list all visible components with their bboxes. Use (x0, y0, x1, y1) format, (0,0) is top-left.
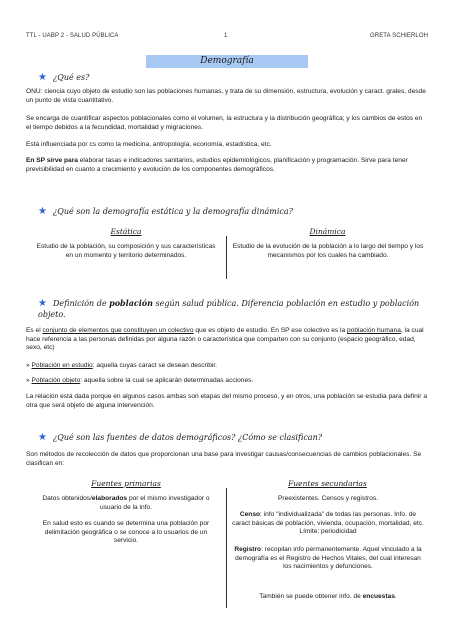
text: : aquella sobre la cual se aplicarán determinadas acciones. (80, 377, 254, 384)
text: , la cual hace referencia a las personas definidas por alguna razón o característica que comparten con su conjunto (espacio geográfico, edad, sexo, etc) (26, 327, 424, 351)
column-heading-estatica: Estática (110, 227, 142, 236)
bullet-item (26, 377, 427, 386)
column-heading-fuentes-primarias: Fuentes primarias (91, 479, 161, 488)
heading-text: ¿Qué es? (52, 73, 90, 82)
star-icon: ★ (38, 206, 47, 217)
text: . (394, 593, 397, 600)
section-heading-estatica-dinamica (38, 206, 293, 217)
column-text-censo (232, 511, 424, 537)
text: : recopilan info permanentemente. Aquel vinculado a la demografía es el Registro de Hechos Vitales, del cual interesan los nacimientos y defunciones. (235, 546, 422, 570)
column-text-dinamica: Estudio de la evolución de la población a lo largo del tiempo y los mecanismos por los cuales ha cambiado. (232, 243, 424, 259)
paragraph: Se encarga de cuantificar aspectos poblacionales como el volumen, la estructura y la distribución geográfica; y los cambios de estos en el tiempo debidos a la fecundidad, mortalidad y migraciones. (26, 115, 423, 131)
text: También se puede obtener info. de (259, 593, 363, 600)
section-heading-que-es (38, 72, 89, 83)
heading-bold-text: población (109, 298, 153, 308)
heading-text: Definición de (52, 299, 110, 308)
section-heading-fuentes (38, 432, 322, 443)
paragraph: Son métodos de recolección de datos que proporcionan una base para investigar causas/consecuencias de cambios poblacionales. Se clasifican en: (26, 451, 422, 467)
bold-text: elaborados (91, 495, 128, 502)
heading-text: ¿Qué son las fuentes de datos demográficos? ¿Cómo se clasifican? (52, 433, 323, 442)
column-divider (226, 236, 227, 279)
bold-text: En SP sirve para (26, 157, 78, 164)
star-icon: ★ (38, 432, 47, 443)
underlined-text: Población en estudio (31, 362, 93, 369)
paragraph (26, 327, 427, 353)
text: por el mismo investigador o usuario de la info. (99, 495, 210, 511)
column-divider (226, 488, 227, 608)
text: : aquella cuyas caract se desean describir. (92, 362, 217, 369)
column-text-encuestas (232, 593, 424, 602)
bullet-icon: » (26, 362, 32, 369)
bullet-item (26, 362, 427, 371)
text: : info "individualizada" de todas las personas. Info. de caract básicas de población, vivienda, ocupación, mortalidad, etc. Límite: periodicidad (232, 511, 424, 535)
column-heading-dinamica: Dinámica (309, 227, 346, 236)
bold-text: encuestas (362, 593, 395, 600)
text: que es objeto de estudio. En SP ese colectivo es la (193, 327, 347, 334)
paragraph (26, 157, 427, 174)
header-course: TTL - UABP 2 - SALUD PÚBLICA (26, 33, 119, 39)
underlined-text: Población objeto (31, 377, 81, 384)
star-icon: ★ (38, 72, 47, 83)
text: Es el (26, 327, 43, 334)
header-page-number: 1 (224, 33, 228, 39)
page-title: Demografía (146, 55, 308, 68)
text: elaborar tasas e indicadores sanitarios, estudios epidemiológicos, planificación y programación. Sirve para tener previsibilidad en cuanto a crecimiento y evolución de los componentes demográficos. (26, 157, 408, 173)
heading-text: ¿Qué son la demografía estática y la demografía dinámica? (52, 207, 293, 216)
column-text-primarias (34, 495, 218, 512)
underlined-text: población humana (347, 327, 401, 334)
bold-text: Registro (234, 546, 262, 553)
column-text-estatica: Estudio de la población, su composición y sus características en un momento y territorio determinados. (36, 243, 216, 259)
paragraph: Está influenciada por cs como la medicina, antropología, economía, estadística, etc. (26, 141, 272, 148)
paragraph: La relación está dada porque en algunos casos ambas son etapas del mismo proceso, y en otros, una población se estudia para definir a otra que será objeto de alguna intervención. (26, 393, 428, 409)
paragraph: ONU: ciencia cuyo objeto de estudio son las poblaciones humanas, y trata de su dimensión, estructura, evolución y caract. grales, desde un punto de vista cuantitativo. (26, 88, 426, 104)
bullet-icon: » (26, 377, 32, 384)
bold-text: Censo (239, 511, 261, 518)
column-text-secundarias: Preexistentes. Censos y registros. (277, 495, 379, 502)
text: Datos obtenidos/ (42, 495, 92, 502)
column-text-registro (232, 546, 424, 572)
header-author: GRETA SCHIERLOH (370, 33, 429, 39)
heading-text: según salud pública. Diferencia población en estudio y población objeto. (38, 299, 420, 319)
section-heading-poblacion (38, 298, 428, 320)
column-text-primarias: En salud esto es cuando se determina una población por delimitación geográfica o se conoce a lo usuarios de un servicio. (42, 520, 210, 544)
star-icon: ★ (38, 298, 47, 309)
underlined-text: conjunto de elementos que constituyen un colectivo (42, 327, 194, 334)
column-heading-fuentes-secundarias: Fuentes secundarias (288, 479, 367, 488)
